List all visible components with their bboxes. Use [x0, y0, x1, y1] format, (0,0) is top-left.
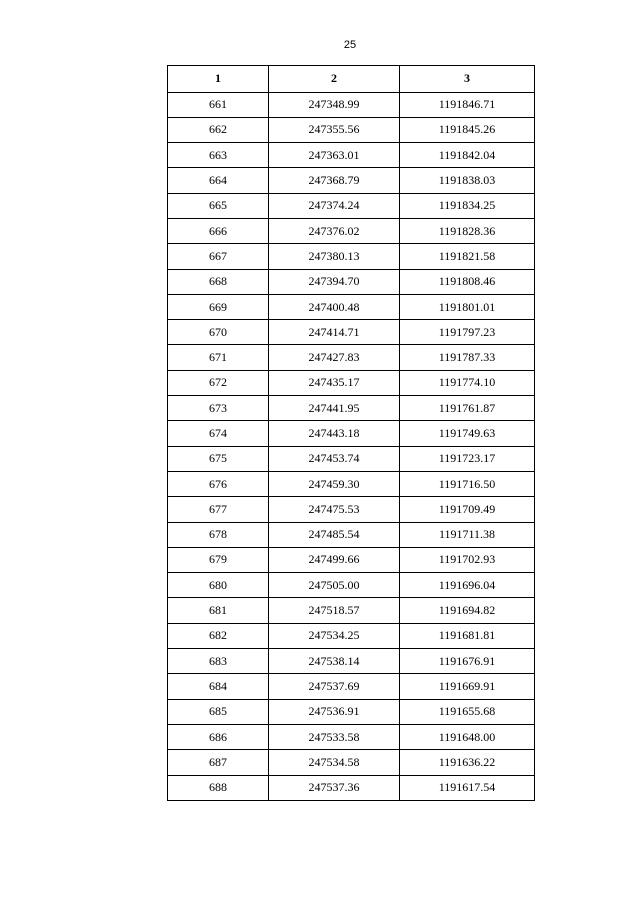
point-number-cell: 688	[168, 775, 269, 800]
x-coordinate-cell: 247443.18	[269, 421, 400, 446]
y-coordinate-cell: 1191821.58	[400, 244, 535, 269]
point-number-cell: 686	[168, 724, 269, 749]
table-row	[168, 218, 535, 243]
table-row	[168, 446, 535, 471]
point-number-cell: 670	[168, 320, 269, 345]
x-coordinate-cell: 247441.95	[269, 396, 400, 421]
table-row	[168, 674, 535, 699]
page-number: 25	[343, 39, 357, 51]
point-number-cell: 681	[168, 598, 269, 623]
x-coordinate-cell: 247518.57	[269, 598, 400, 623]
y-coordinate-cell: 1191696.04	[400, 573, 535, 598]
point-number-cell: 672	[168, 370, 269, 395]
table-row	[168, 92, 535, 117]
table-row	[168, 573, 535, 598]
table-row	[168, 117, 535, 142]
point-number-cell: 666	[168, 218, 269, 243]
column-header: 3	[400, 66, 535, 93]
table-row	[168, 623, 535, 648]
point-number-cell: 684	[168, 674, 269, 699]
y-coordinate-cell: 1191716.50	[400, 471, 535, 496]
x-coordinate-cell: 247485.54	[269, 522, 400, 547]
y-coordinate-cell: 1191676.91	[400, 649, 535, 674]
point-number-cell: 675	[168, 446, 269, 471]
y-coordinate-cell: 1191838.03	[400, 168, 535, 193]
table-row	[168, 547, 535, 572]
table-row	[168, 345, 535, 370]
x-coordinate-cell: 247368.79	[269, 168, 400, 193]
table-row	[168, 598, 535, 623]
y-coordinate-cell: 1191709.49	[400, 497, 535, 522]
y-coordinate-cell: 1191846.71	[400, 92, 535, 117]
x-coordinate-cell: 247355.56	[269, 117, 400, 142]
x-coordinate-cell: 247414.71	[269, 320, 400, 345]
x-coordinate-cell: 247459.30	[269, 471, 400, 496]
point-number-cell: 682	[168, 623, 269, 648]
table-row	[168, 244, 535, 269]
y-coordinate-cell: 1191723.17	[400, 446, 535, 471]
y-coordinate-cell: 1191617.54	[400, 775, 535, 800]
y-coordinate-cell: 1191761.87	[400, 396, 535, 421]
x-coordinate-cell: 247380.13	[269, 244, 400, 269]
y-coordinate-cell: 1191787.33	[400, 345, 535, 370]
table-row	[168, 649, 535, 674]
x-coordinate-cell: 247400.48	[269, 294, 400, 319]
y-coordinate-cell: 1191669.91	[400, 674, 535, 699]
y-coordinate-cell: 1191636.22	[400, 750, 535, 775]
x-coordinate-cell: 247435.17	[269, 370, 400, 395]
point-number-cell: 668	[168, 269, 269, 294]
x-coordinate-cell: 247394.70	[269, 269, 400, 294]
x-coordinate-cell: 247453.74	[269, 446, 400, 471]
table-row	[168, 699, 535, 724]
x-coordinate-cell: 247374.24	[269, 193, 400, 218]
table-row	[168, 143, 535, 168]
point-number-cell: 676	[168, 471, 269, 496]
table-header-row	[168, 66, 535, 93]
point-number-cell: 687	[168, 750, 269, 775]
y-coordinate-cell: 1191845.26	[400, 117, 535, 142]
y-coordinate-cell: 1191711.38	[400, 522, 535, 547]
point-number-cell: 662	[168, 117, 269, 142]
point-number-cell: 667	[168, 244, 269, 269]
table-row	[168, 522, 535, 547]
point-number-cell: 674	[168, 421, 269, 446]
y-coordinate-cell: 1191842.04	[400, 143, 535, 168]
x-coordinate-cell: 247475.53	[269, 497, 400, 522]
y-coordinate-cell: 1191681.81	[400, 623, 535, 648]
y-coordinate-cell: 1191797.23	[400, 320, 535, 345]
x-coordinate-cell: 247348.99	[269, 92, 400, 117]
x-coordinate-cell: 247536.91	[269, 699, 400, 724]
point-number-cell: 665	[168, 193, 269, 218]
point-number-cell: 663	[168, 143, 269, 168]
point-number-cell: 661	[168, 92, 269, 117]
x-coordinate-cell: 247363.01	[269, 143, 400, 168]
y-coordinate-cell: 1191694.82	[400, 598, 535, 623]
x-coordinate-cell: 247537.69	[269, 674, 400, 699]
x-coordinate-cell: 247533.58	[269, 724, 400, 749]
point-number-cell: 673	[168, 396, 269, 421]
point-number-cell: 664	[168, 168, 269, 193]
point-number-cell: 678	[168, 522, 269, 547]
table-row	[168, 193, 535, 218]
point-number-cell: 671	[168, 345, 269, 370]
table-row	[168, 370, 535, 395]
table-row	[168, 724, 535, 749]
y-coordinate-cell: 1191834.25	[400, 193, 535, 218]
x-coordinate-cell: 247376.02	[269, 218, 400, 243]
y-coordinate-cell: 1191808.46	[400, 269, 535, 294]
point-number-cell: 685	[168, 699, 269, 724]
table-row	[168, 269, 535, 294]
x-coordinate-cell: 247534.25	[269, 623, 400, 648]
x-coordinate-cell: 247538.14	[269, 649, 400, 674]
x-coordinate-cell: 247427.83	[269, 345, 400, 370]
column-header: 2	[269, 66, 400, 93]
y-coordinate-cell: 1191749.63	[400, 421, 535, 446]
point-number-cell: 680	[168, 573, 269, 598]
y-coordinate-cell: 1191801.01	[400, 294, 535, 319]
x-coordinate-cell: 247499.66	[269, 547, 400, 572]
y-coordinate-cell: 1191702.93	[400, 547, 535, 572]
column-header: 1	[168, 66, 269, 93]
y-coordinate-cell: 1191774.10	[400, 370, 535, 395]
table-row	[168, 421, 535, 446]
table-row	[168, 294, 535, 319]
table-row	[168, 168, 535, 193]
x-coordinate-cell: 247537.36	[269, 775, 400, 800]
point-number-cell: 679	[168, 547, 269, 572]
point-number-cell: 669	[168, 294, 269, 319]
table-row	[168, 497, 535, 522]
table-body	[168, 92, 535, 800]
y-coordinate-cell: 1191655.68	[400, 699, 535, 724]
table-row	[168, 471, 535, 496]
y-coordinate-cell: 1191648.00	[400, 724, 535, 749]
coordinates-table	[167, 65, 535, 801]
table-row	[168, 396, 535, 421]
x-coordinate-cell: 247534.58	[269, 750, 400, 775]
table-row	[168, 750, 535, 775]
x-coordinate-cell: 247505.00	[269, 573, 400, 598]
table-row	[168, 320, 535, 345]
y-coordinate-cell: 1191828.36	[400, 218, 535, 243]
point-number-cell: 677	[168, 497, 269, 522]
table-row	[168, 775, 535, 800]
point-number-cell: 683	[168, 649, 269, 674]
